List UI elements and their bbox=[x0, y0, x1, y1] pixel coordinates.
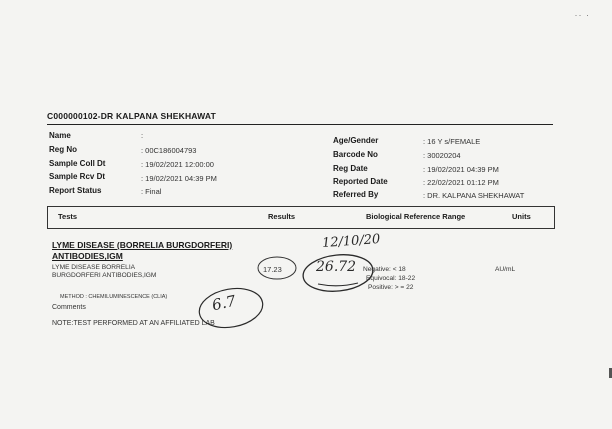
test-title: LYME DISEASE (BORRELIA BURGDORFERI) ANTIBODIES,IGM bbox=[52, 240, 233, 261]
field-label-reg-date: Reg Date bbox=[333, 164, 368, 173]
field-value-barcode-no: : 30020204 bbox=[423, 151, 461, 160]
field-label-reported-date: Reported Date bbox=[333, 177, 388, 186]
field-label-report-status: Report Status bbox=[49, 186, 102, 195]
field-label-barcode-no: Barcode No bbox=[333, 150, 378, 159]
field-label-sample-coll-dt: Sample Coll Dt bbox=[49, 159, 106, 168]
field-label-name: Name bbox=[49, 131, 71, 140]
column-header-units: Units bbox=[512, 212, 531, 221]
field-label-referred-by: Referred By bbox=[333, 190, 379, 199]
test-subname-line2: BURGDORFERI ANTIBODIES,IGM bbox=[52, 272, 157, 279]
column-header-results: Results bbox=[268, 212, 296, 221]
field-value-reg-no: : 00C186004793 bbox=[141, 146, 197, 155]
reference-negative: Negative: < 18 bbox=[363, 266, 406, 273]
column-header-reference-range: Biological Reference Range bbox=[366, 212, 466, 221]
result-unit: AU/mL bbox=[495, 266, 516, 273]
test-subname-line1: LYME DISEASE BORRELIA bbox=[52, 264, 136, 271]
corner-mark: ·· · bbox=[574, 10, 590, 20]
field-value-age-gender: : 16 Y s/FEMALE bbox=[423, 137, 481, 146]
field-value-reported-date: : 22/02/2021 01:12 PM bbox=[423, 178, 499, 187]
field-value-sample-rcv-dt: : 19/02/2021 04:39 PM bbox=[141, 174, 217, 183]
results-table-header bbox=[47, 206, 555, 229]
result-circle-mark bbox=[256, 255, 298, 281]
field-label-reg-no: Reg No bbox=[49, 145, 77, 154]
comments-label: Comments bbox=[52, 304, 86, 311]
lab-note: NOTE:TEST PERFORMED AT AN AFFILIATED LAB bbox=[52, 320, 215, 327]
handwritten-value: 26.72 bbox=[316, 259, 357, 275]
field-label-sample-rcv-dt: Sample Rcv Dt bbox=[49, 172, 106, 181]
handwritten-margin-note: 6.7 bbox=[210, 291, 238, 315]
field-value-reg-date: : 19/02/2021 04:39 PM bbox=[423, 165, 499, 174]
result-value: 17.23 bbox=[263, 265, 282, 274]
field-value-referred-by: : DR. KALPANA SHEKHAWAT bbox=[423, 191, 525, 200]
header-rule bbox=[47, 124, 553, 125]
field-label-age-gender: Age/Gender bbox=[333, 136, 379, 145]
column-header-tests: Tests bbox=[58, 212, 78, 221]
handwritten-date: 12/10/20 bbox=[321, 231, 381, 252]
doctor-header-title: C000000102-DR KALPANA SHEKHAWAT bbox=[47, 111, 216, 121]
reference-positive: Positive: > = 22 bbox=[368, 284, 414, 291]
field-value-report-status: : Final bbox=[141, 187, 162, 196]
test-method: METHOD : CHEMILUMINESCENCE (CLIA) bbox=[60, 294, 168, 300]
field-value-sample-coll-dt: : 19/02/2021 12:00:00 bbox=[141, 160, 214, 169]
field-value-name: : bbox=[141, 131, 144, 140]
reference-equivocal: Equivocal: 18-22 bbox=[366, 275, 416, 282]
